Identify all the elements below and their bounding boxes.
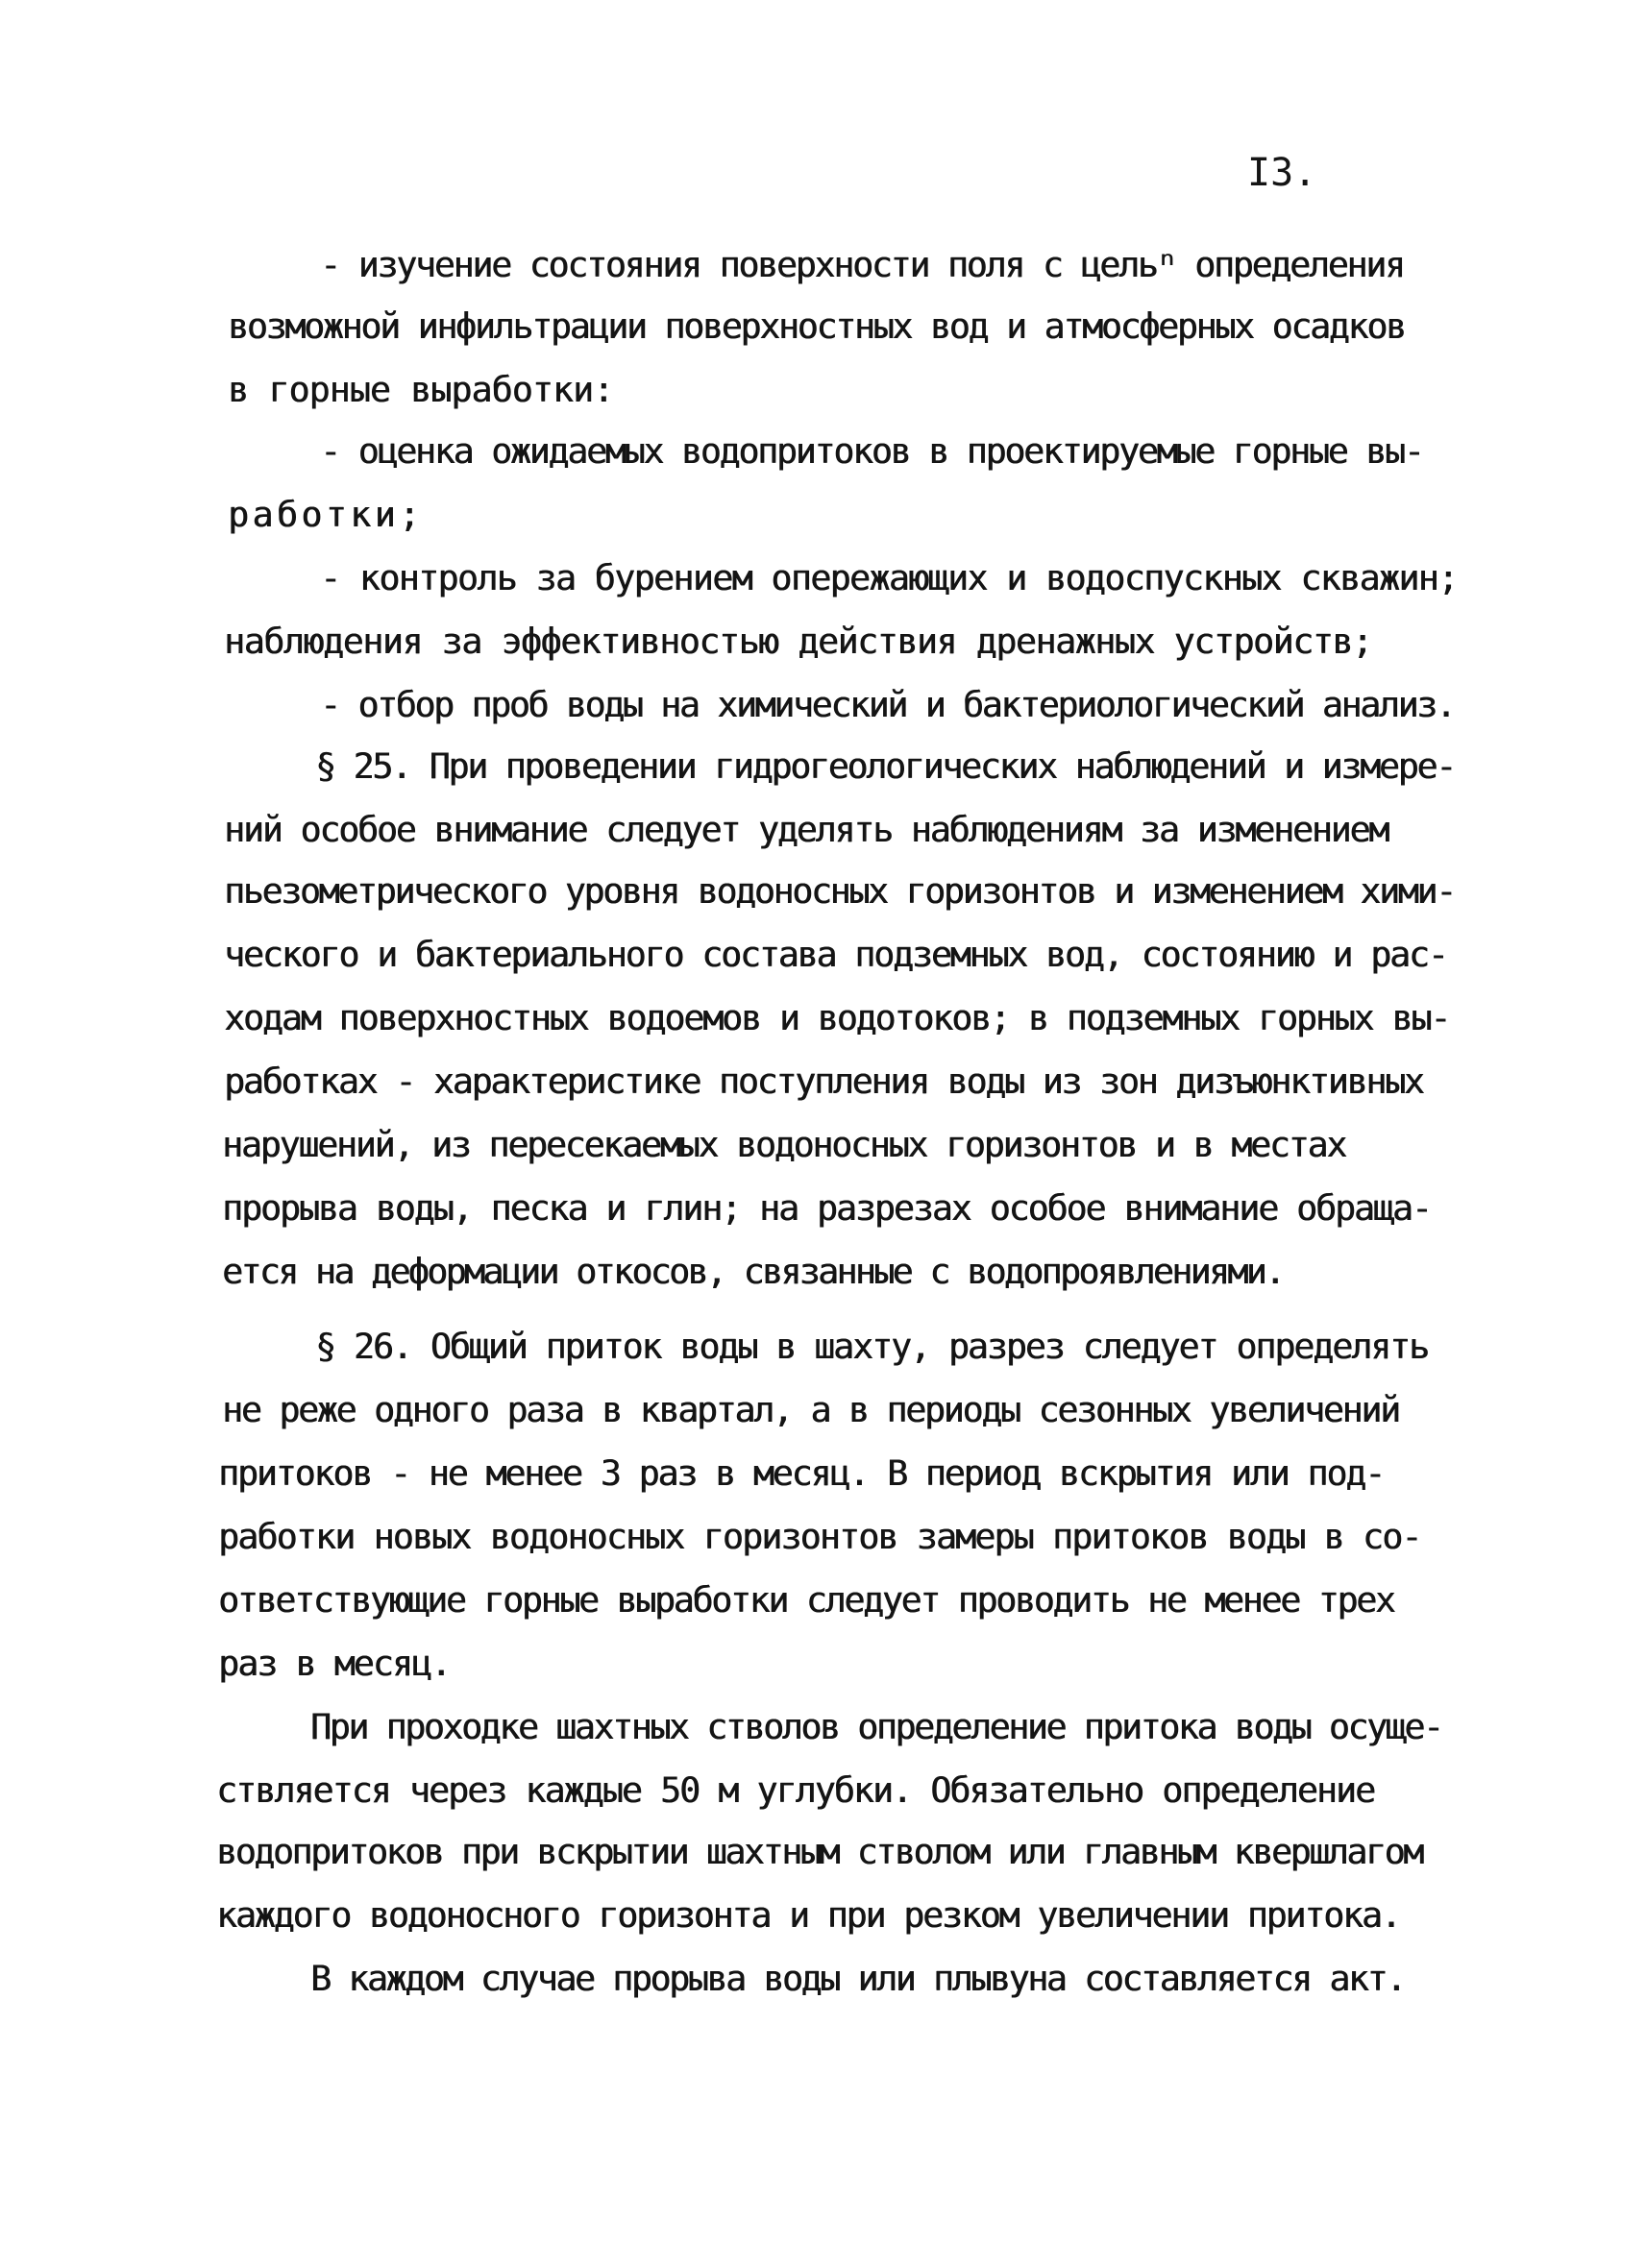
text-line: - оценка ожидаемых водопритоков в проектируемые горные вы- bbox=[320, 430, 1423, 472]
text-line: - изучение состояния поверхности поля с цельⁿ определения bbox=[320, 244, 1404, 285]
text-line: ходам поверхностных водоемов и водотоков; в подземных горных вы- bbox=[224, 997, 1450, 1038]
text-line: - контроль за бурением опережающих и водоспускных скважин; bbox=[320, 557, 1458, 598]
text-line: раз в месяц. bbox=[218, 1643, 451, 1684]
text-line: работки; bbox=[228, 494, 424, 535]
page-number: I3. bbox=[1247, 151, 1317, 195]
text-line: в горные выработки: bbox=[228, 369, 614, 410]
text-line: водопритоков при вскрытии шахтным стволом или главным квершлагом bbox=[216, 1831, 1422, 1872]
text-line: ческого и бактериального состава подземных вод, состоянию и рас- bbox=[224, 934, 1447, 975]
text-line: каждого водоносного горизонта и при резком увеличении притока. bbox=[216, 1894, 1400, 1936]
text-line: наблюдения за эффективностью действия дренажных устройств; bbox=[224, 621, 1372, 662]
text-line: работки новых водоносных горизонтов замеры притоков воды в со- bbox=[218, 1516, 1421, 1557]
text-line: - отбор проб воды на химический и бактериологический анализ. bbox=[320, 684, 1455, 725]
text-line: ний особое внимание следует уделять наблюдениям за изменением bbox=[224, 809, 1388, 850]
text-line: При проходке шахтных стволов определение притока воды осуще- bbox=[310, 1706, 1442, 1747]
text-line: притоков - не менее 3 раз в месяц. В период вскрытия или под- bbox=[218, 1452, 1384, 1494]
text-line: ответствующие горные выработки следует проводить не менее трех bbox=[218, 1579, 1394, 1621]
text-line: пьезометрического уровня водоносных горизонтов и изменением хими- bbox=[224, 870, 1455, 912]
text-line: работках - характеристике поступления воды из зон дизъюнктивных bbox=[224, 1061, 1423, 1102]
text-line: § 25. При проведении гидрогеологических наблюдений и измере- bbox=[315, 745, 1455, 787]
text-line: возможной инфильтрации поверхностных вод и атмосферных осадков bbox=[228, 305, 1405, 347]
text-line: нарушений, из пересекаемых водоносных горизонтов и в местах bbox=[222, 1124, 1346, 1165]
text-line: не реже одного раза в квартал, а в периоды сезонных увеличений bbox=[222, 1389, 1399, 1430]
text-line: ствляется через каждые 50 м углубки. Обязательно определение bbox=[216, 1769, 1375, 1811]
text-line: § 26. Общий приток воды в шахту, разрез следует определять bbox=[315, 1326, 1428, 1367]
text-line: прорыва воды, песка и глин; на разрезах особое внимание обраща- bbox=[222, 1187, 1431, 1229]
text-line: ется на деформации откосов, связанные с водопроявлениями. bbox=[222, 1251, 1284, 1292]
text-line: В каждом случае прорыва воды или плывуна составляется акт. bbox=[310, 1958, 1405, 1999]
